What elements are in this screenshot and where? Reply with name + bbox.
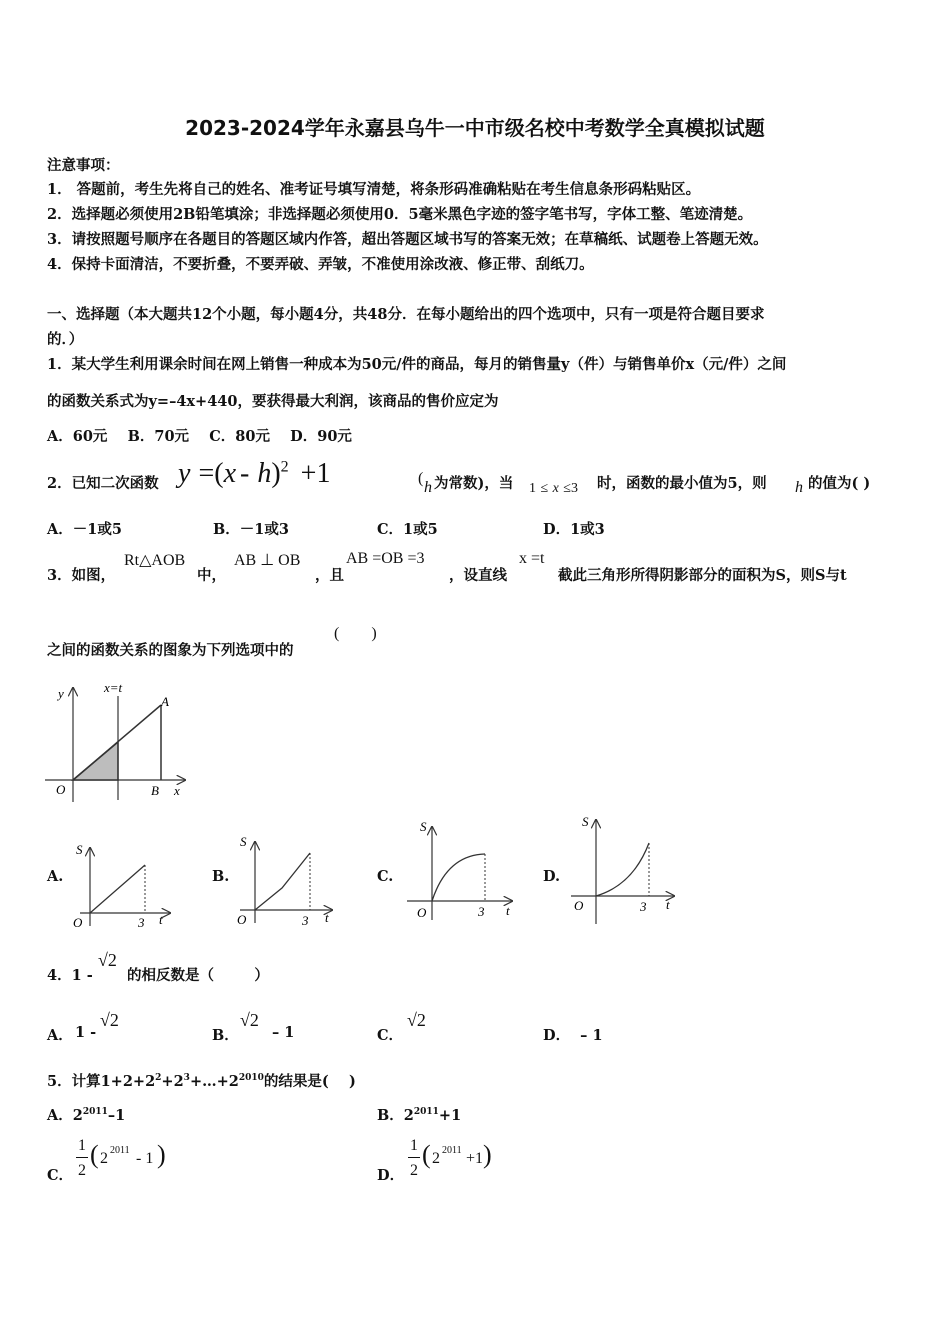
q3-mid3: ，设直线 [449,567,507,584]
q2-paren-open: ( [418,470,424,487]
label-o: O [56,782,66,797]
q5-option-a [47,1104,125,1125]
q3-mid2: ，且 [315,567,344,584]
q3-mid4: 截此三角形所得阴影部分的面积为S，则S与t [558,567,847,584]
q2-formula-y: y [178,458,191,489]
q2-h-inline: h [424,479,432,496]
graph-curve [432,854,485,901]
q2-mid2: 时，函数的最小值为5，则 [597,475,767,492]
q2-formula-minus: - [240,458,250,489]
q1-options: A．60元 B．70元 C．80元 D．90元 [47,428,352,445]
label-y: y [58,686,64,701]
q2-option-d: D．1或3 [543,521,605,538]
q4-option-d: D． – 1 [543,1027,603,1044]
q5-option-c-base: 2 [100,1150,108,1167]
q3-option-d-letter: D. [543,868,561,885]
q3-option-d-graph [568,810,683,928]
q3-option-a-graph [70,838,180,933]
notice-item: 4．保持卡面清洁，不要折叠，不要弄破、弄皱，不准使用涂改液、修正带、刮纸刀。 [47,256,594,273]
label-s: S [420,819,427,834]
q2-option-a: A．－1或5 [47,521,122,538]
graph-curve [255,853,310,910]
q2-range-x: x [552,481,559,496]
section-heading-line2: 的．） [47,331,84,348]
label-a: A [161,694,169,709]
label-s: S [582,814,589,829]
q5-sup: 2 [155,1073,162,1084]
graph-curve [596,843,649,896]
q3-expr-perp: AB ⊥ OB [234,552,301,569]
q4-option-a-letter: A． [47,1027,73,1044]
q4-option-b-letter: B． [212,1027,239,1044]
q2-formula-x: x [223,458,236,489]
q5-sup: 3 [183,1073,190,1084]
q5-option-b-base: B．2 [377,1107,414,1124]
q2-formula-close: ) [271,458,281,489]
q3-prefix: 3．如图， [47,567,116,584]
q2-range-le: ≤ [540,481,549,496]
q5-option-c-rparen: ) [157,1140,166,1169]
label-t: t [666,897,670,912]
q5-option-b-post: +1 [438,1107,462,1124]
q3-line2: 之间的函数关系的图象为下列选项中的 [47,642,294,659]
notice-item: 2．选择题必须使用2B铅笔填涂；非选择题必须使用0．5毫米黑色字迹的签字笔书写，字体工整、笔迹清楚。 [47,206,753,223]
q5-option-c-lparen: ( [90,1140,99,1169]
q5-option-d-exponent: 2011 [442,1145,462,1156]
q5-option-c-numerator: 1 [78,1137,86,1154]
q5-option-b-exponent: 2011 [413,1107,439,1118]
q5-option-a-base: A．2 [47,1107,83,1124]
q4-option-b-post: – 1 [272,1024,295,1041]
q2-range-high: 3 [570,481,578,496]
q3-option-a-letter: A. [47,868,64,885]
notice-heading: 注意事项： [47,157,120,174]
q5-option-d-letter: D． [377,1167,405,1184]
label-3: 3 [138,915,145,930]
notice-item: 3．请按照题号顺序在各题目的答题区域内作答，超出答题区域书写的答案无效；在草稿纸、试题卷上答题无效。 [47,231,768,248]
label-3: 3 [478,904,485,919]
label-b: B [151,783,159,798]
graph-curve [90,865,145,913]
q5-option-c-denominator: 2 [78,1162,86,1179]
q5-option-d-plus1: +1 [466,1150,484,1167]
q2-range-low: 1 [529,481,536,496]
q4-option-a-sqrt: √2 [100,1010,119,1030]
q2-suffix: 的值为( ) [808,475,871,492]
q4-option-a-pre: 1 - [75,1024,97,1041]
label-x: x [174,783,180,798]
notice-item: 1． 答题前，考生先将自己的姓名、准考证号填写清楚，将条形码准确粘贴在考生信息条形码粘贴区。 [47,181,701,198]
label-o: O [417,905,427,920]
q2-formula-exponent: 2 [280,458,289,476]
q2-option-c: C．1或5 [377,521,438,538]
q5-option-c-letter: C． [47,1167,74,1184]
label-3: 3 [302,913,309,928]
q3-expr-equal: AB =OB =3 [346,550,425,567]
label-s: S [240,834,247,849]
label-x-equals-t: x=t [104,680,123,695]
q4-option-b-sqrt: √2 [240,1010,259,1030]
q5-option-d-lparen: ( [422,1140,431,1169]
q3-option-c-graph [402,815,520,927]
q4-sqrt: √2 [98,950,117,970]
label-s: S [76,842,83,857]
label-t: t [159,912,163,927]
q1-text-line1: 1．某大学生利用课余时间在网上销售一种成本为50元/件的商品，每月的销售量y（件）与销售单价x（元/件）之间 [47,356,787,373]
label-o: O [237,912,247,927]
q3-expr-line: x =t [519,550,545,567]
q5-option-d-rparen: ) [483,1140,492,1169]
q5-option-d-numerator: 1 [410,1137,418,1154]
q2-prefix: 2．已知二次函数 [47,475,159,492]
q2-formula-h: h [257,458,272,489]
q5-suffix: 的结果是( ) [263,1073,356,1090]
q2-option-b: B．－1或3 [213,521,289,538]
q5-option-d-base: 2 [432,1150,440,1167]
q5-question [47,1070,356,1091]
q5-option-b [377,1104,461,1125]
q3-mid1: 中， [197,567,226,584]
label-o: O [574,898,584,913]
q3-option-b-graph [235,830,345,930]
q3-option-b-letter: B. [212,868,230,885]
q1-text-line2: 的函数关系式为y=–4x+440，要获得最大利润，该商品的售价应定为 [47,393,499,410]
label-t: t [325,910,329,925]
q3-triangle-figure [40,680,200,805]
q4-suffix: 的相反数是（ ） [127,967,269,984]
section-heading-line1: 一、选择题（本大题共12个小题，每小题4分，共48分．在每小题给出的四个选项中，只有一项是符合题目要求 [47,306,765,323]
page-title: 2023-2024学年永嘉县乌牛一中市级名校中考数学全真模拟试题 [185,116,765,140]
q2-range-le: ≤ [563,481,571,496]
q3-option-c-letter: C. [377,868,394,885]
q2-formula-plus1: +1 [300,458,331,489]
q3-answer-blank: ( ) [334,625,377,642]
q2-formula-eq: =( [198,458,224,489]
q5-option-c-exponent: 2011 [110,1145,130,1156]
q5-mid: +…+2 [189,1073,239,1090]
q5-option-c-minus1: - 1 [136,1150,154,1167]
q5-sup: 2010 [238,1073,264,1084]
q2-mid1: 为常数)，当 [434,475,514,492]
q4-option-c-sqrt: √2 [407,1010,426,1030]
q3-expr-triangle: Rt△AOB [124,552,186,569]
q5-option-a-exponent: 2011 [82,1107,108,1118]
q2-h-inline: h [795,479,803,496]
q5-mid: +2 [161,1073,184,1090]
fraction-bar [408,1157,420,1158]
q5-prefix: 5．计算1+2+2 [47,1073,156,1090]
label-o: O [73,915,83,930]
q4-option-c-letter: C． [377,1027,404,1044]
q4-prefix: 4．1 - [47,967,93,984]
q2-formula [178,456,330,490]
q2-range [529,480,578,497]
label-3: 3 [640,899,647,914]
q5-option-d-denominator: 2 [410,1162,418,1179]
fraction-bar [76,1157,88,1158]
q5-option-a-post: –1 [107,1107,126,1124]
label-t: t [506,903,510,918]
